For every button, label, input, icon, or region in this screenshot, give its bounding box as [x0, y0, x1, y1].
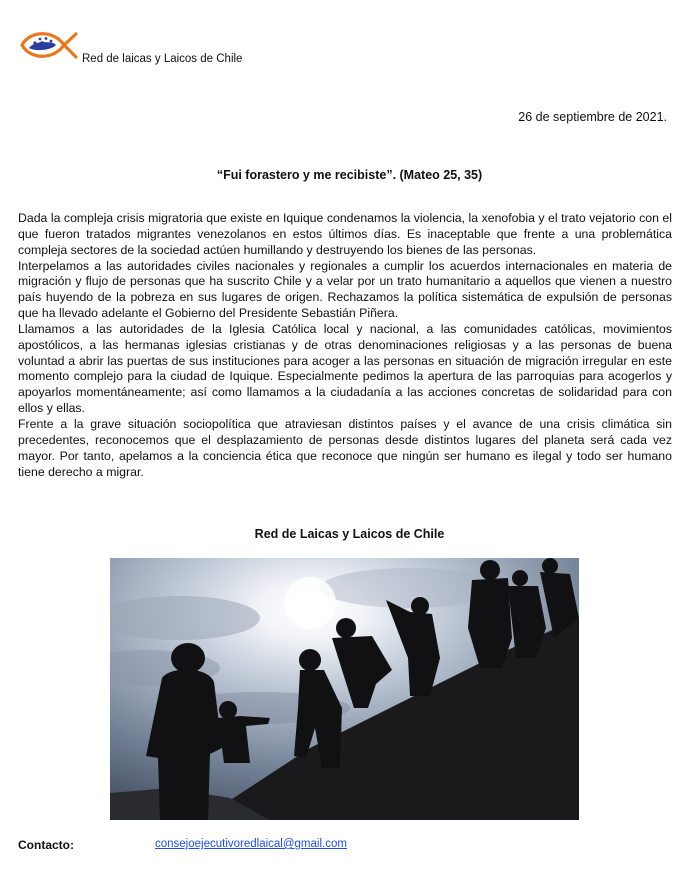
contact-email-link[interactable]: consejoejecutivoredlaical@gmail.com: [155, 838, 347, 850]
contact-label: Contacto:: [18, 838, 74, 852]
paragraph-1: Dada la compleja crisis migratoria que existe en Iquique condenamos la violencia, la xenofobia y el trato vejatorio con el que fueron tratados migrantes venezolanos en estos últimos días. Es inaceptable que frente a una problemática compleja sectores de la sociedad actúen humillando y destruyendo los bienes de las personas.: [18, 211, 672, 257]
migrants-photo: [110, 558, 579, 820]
fish-logo-icon: [18, 26, 78, 64]
paragraph-2: Interpelamos a las autoridades civiles nacionales y regionales a cumplir los acuerdos internacionales en materia de migración y flujo de personas que ha suscrito Chile y a velar por un trato humanitario a aquellos que vienen a nuestro país huyendo de la pobreza en sus lugares de origen. Rechazamos la política sistemática de expulsión de personas que ha llevado adelante el Gobierno del Presidente Sebastián Piñera.: [18, 258, 672, 321]
organization-name: Red de laicas y Laicos de Chile: [82, 53, 243, 65]
document-date: 26 de septiembre de 2021.: [518, 110, 667, 124]
paragraph-4: Frente a la grave situación sociopolítica que atraviesan distintos países y el avance de una crisis climática sin precedentes, reconocemos que el desplazamiento de personas desde distintos lugares del planeta será cada vez mayor. Por tanto, apelamos a la conciencia ética que reconoce que ningún ser humano es ilegal y todo ser humano tiene derecho a migrar.: [18, 416, 672, 479]
paragraph-3: Llamamos a las autoridades de la Iglesia Católica local y nacional, a las comunidades católicas, movimientos apostólicos, a las hermanas iglesias cristianas y de otras denominaciones religiosas y a las personas de buena voluntad a abrir las puertas de sus instituciones para acoger a las personas en situación de migración irregular en este momento complejo para la ciudad de Iquique. Especialmente pedimos la apertura de las parroquias para acogerlos y apoyarlos momentáneamente; así como llamamos a la ciudadanía a las acciones concretas de solidaridad para con ellos y ellas.: [18, 321, 672, 416]
document-body: [18, 211, 672, 480]
signature: Red de Laicas y Laicos de Chile: [254, 527, 445, 541]
document-title: “Fui forastero y me recibiste”. (Mateo 25, 35): [216, 168, 483, 182]
